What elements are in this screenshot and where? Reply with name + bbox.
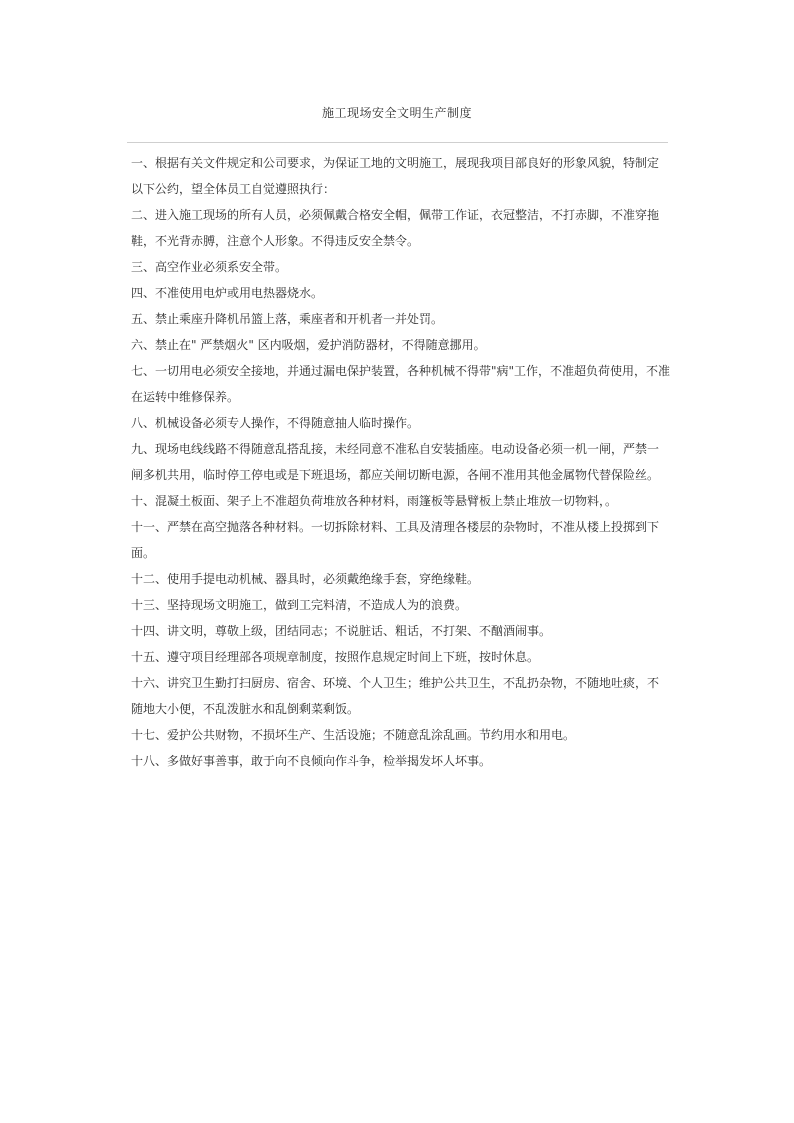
clause-item	[131, 150, 671, 202]
clause-item	[131, 202, 671, 254]
clause-line: 十五、遵守项目经理部各项规章制度，按照作息规定时间上下班，按时休息。	[131, 650, 540, 664]
clause-item	[131, 644, 671, 670]
clause-item	[131, 332, 671, 358]
clause-line: 一、根据有关文件规定和公司要求，为保证工地的文明施工，展现我项目部良好的形象风貌，特制定	[131, 156, 660, 170]
clause-line: 十八、多做好事善事，敢于向不良倾向作斗争，检举揭发坏人坏事。	[131, 754, 492, 768]
clause-line: 六、禁止在" 严禁烟火" 区内吸烟，爱护消防器材，不得随意挪用。	[131, 338, 486, 352]
clause-line: 十六、讲究卫生勤打扫厨房、宿舍、环境、个人卫生；维护公共卫生，不乱扔杂物，不随地吐痰，不	[131, 676, 660, 690]
clause-item	[131, 306, 671, 332]
clause-line: 三、高空作业必须系安全带。	[131, 260, 288, 274]
clause-line: 五、禁止乘座升降机吊篮上落，乘座者和开机者一并处罚。	[131, 312, 444, 326]
clause-line: 四、不准使用电炉或用电热器烧水。	[131, 286, 324, 300]
clause-line: 面。	[131, 546, 156, 560]
clause-item	[131, 592, 671, 618]
clause-item	[131, 618, 671, 644]
title-divider	[127, 142, 668, 143]
clause-item	[131, 566, 671, 592]
clause-item	[131, 254, 671, 280]
clause-item	[131, 410, 671, 436]
document-title: 施工现场安全文明生产制度	[321, 106, 472, 120]
clause-line: 闸多机共用，临时停工停电或是下班退场，都应关闸切断电源，各闸不准用其他金属物代替保险丝。	[131, 468, 660, 482]
clause-line: 随地大小便，不乱泼脏水和乱倒剩菜剩饭。	[131, 702, 360, 716]
clause-line: 八、机械设备必须专人操作，不得随意抽人临时操作。	[131, 416, 420, 430]
clause-line: 十一、严禁在高空抛落各种材料。一切拆除材料、工具及清理各楼层的杂物时，不准从楼上投掷到下	[131, 520, 660, 534]
clause-line: 十七、爱护公共财物，不损坏生产、生活设施；不随意乱涂乱画。节约用水和用电。	[131, 728, 576, 742]
clause-item	[131, 280, 671, 306]
clause-line: 十三、坚持现场文明施工，做到工完料清，不造成人为的浪费。	[131, 598, 468, 612]
clause-item	[131, 436, 671, 488]
clause-line: 九、现场电线线路不得随意乱搭乱接，未经同意不准私自安装插座。电动设备必须一机一闸，严禁一	[131, 442, 660, 456]
clause-item	[131, 358, 671, 410]
clause-line: 在运转中维修保养。	[131, 390, 240, 404]
clause-item	[131, 748, 671, 774]
clause-item	[131, 722, 671, 748]
clause-line: 十、混凝土板面、架子上不准超负荷堆放各种材料，雨篷板等悬臂板上禁止堆放一切物料，。	[131, 494, 618, 508]
clause-item	[131, 670, 671, 722]
clause-item	[131, 514, 671, 566]
clause-line: 鞋，不光背赤膊，注意个人形象。不得违反安全禁令。	[131, 234, 420, 248]
clause-line: 二、进入施工现场的所有人员，必须佩戴合格安全帽，佩带工作证，衣冠整洁，不打赤脚，不准穿拖	[131, 208, 660, 222]
clause-list	[131, 150, 671, 774]
clause-line: 七、一切用电必须安全接地，并通过漏电保护装置，各种机械不得带"病"工作，不准超负荷使用，不准	[131, 364, 671, 378]
clause-line: 以下公约，望全体员工自觉遵照执行：	[131, 182, 336, 196]
clause-item	[131, 488, 671, 514]
clause-line: 十二、使用手提电动机械、器具时，必须戴绝缘手套，穿绝缘鞋。	[131, 572, 480, 586]
clause-line: 十四、讲文明，尊敬上级，团结同志；不说脏话、粗话，不打架、不酗酒闹事。	[131, 624, 552, 638]
